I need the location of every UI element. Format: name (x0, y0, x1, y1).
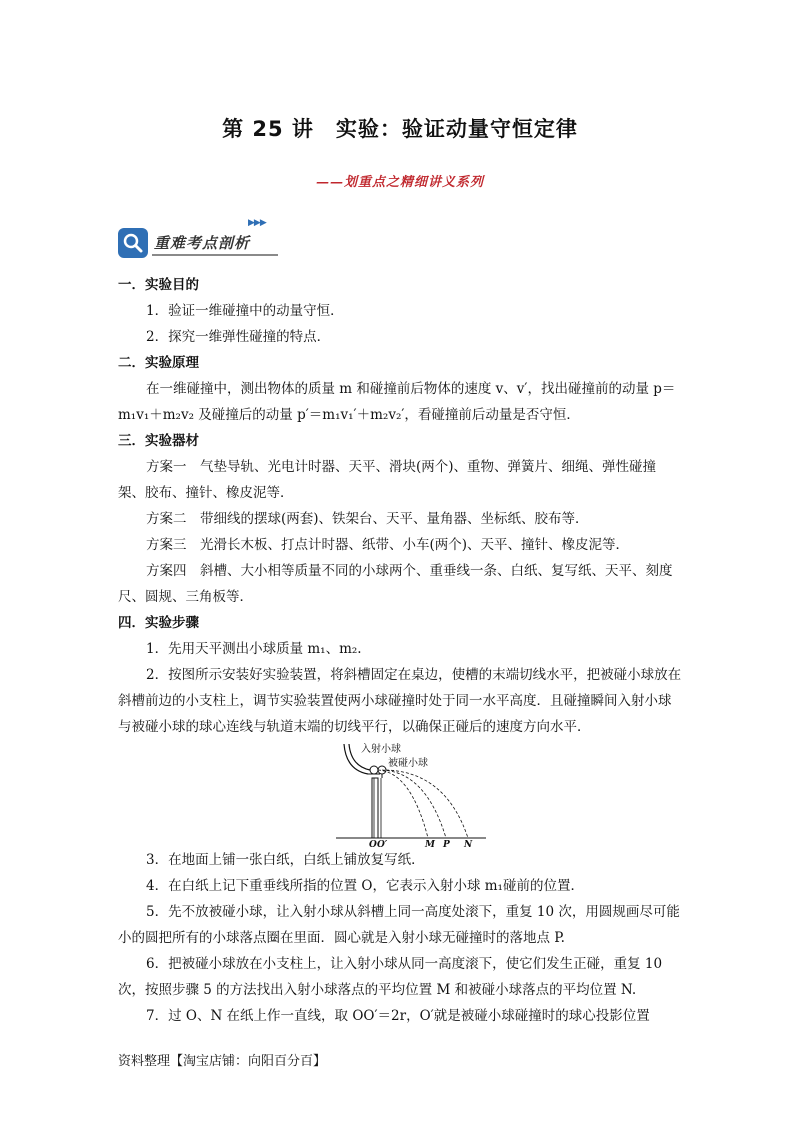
paragraph: 方案三 光滑长木板、打点计时器、纸带、小车(两个)、天平、撞针、橡皮泥等． (146, 537, 630, 553)
section-heading: 二．实验原理 (118, 355, 199, 371)
section-heading: 一．实验目的 (118, 277, 199, 293)
magnifier-icon (118, 228, 148, 258)
document-body (118, 272, 683, 1029)
point-o-prime: O′ (377, 840, 388, 847)
paragraph: 2．按图所示安装好实验装置，将斜槽固定在桌边，使槽的末端切线水平，把被碰小球放在斜槽前边的小支柱上，调节实验装置使两小球碰撞时处于同一水平高度．且碰撞瞬间入射小球与被碰小球的球心连线与轨道末端的切线平行，以确保正碰后的速度方向水平． (118, 667, 682, 735)
point-o: O (369, 840, 377, 847)
label-incident-ball: 入射小球 (361, 744, 401, 755)
paragraph: 在一维碰撞中，测出物体的质量 m 和碰撞前后物体的速度 v、v′，找出碰撞前的动量 p＝m₁v₁＋m₂v₂ 及碰撞后的动量 p′＝m₁v₁′＋m₂v₂′，看碰撞前后动量是否守恒． (118, 381, 676, 423)
paragraph: 方案四 斜槽、大小相等质量不同的小球两个、重垂线一条、白纸、复写纸、天平、刻度尺、圆规、三角板等． (118, 563, 673, 605)
paragraph: 1．先用天平测出小球质量 m₁、m₂. (146, 641, 362, 657)
arrows-icon: ▶▶▶ (248, 218, 266, 228)
paragraph: 3．在地面上铺一张白纸，白纸上铺放复写纸． (146, 852, 425, 868)
page-title: 第 25 讲 实验：验证动量守恒定律 (222, 117, 578, 141)
section-heading: 四．实验步骤 (118, 615, 199, 631)
section-banner (118, 218, 278, 258)
point-p: P (443, 840, 450, 847)
paragraph: 方案二 带细线的摆球(两套)、铁架台、天平、量角器、坐标纸、胶布等． (146, 511, 589, 527)
paragraph: 4．在白纸上记下重垂线所指的位置 O，它表示入射小球 m₁碰前的位置． (146, 878, 584, 894)
page-subtitle: ——划重点之精细讲义系列 (315, 175, 484, 190)
paragraph: 6．把被碰小球放在小支柱上，让入射小球从同一高度滚下，使它们发生正碰，重复 10次，按照步骤 5 的方法找出入射小球落点的平均位置 M 和被碰小球落点的平均位置 N. (118, 956, 663, 998)
label-target-ball: 被碰小球 (388, 758, 428, 769)
paragraph: 1．验证一维碰撞中的动量守恒． (146, 303, 344, 319)
point-n: N (464, 840, 473, 847)
section-heading: 三．实验器材 (118, 433, 199, 449)
apparatus-diagram (336, 742, 486, 847)
paragraph: 2．探究一维弹性碰撞的特点． (146, 329, 331, 345)
paragraph: 5．先不放被碰小球，让入射小球从斜槽上同一高度处滚下，重复 10 次，用圆规画尽可能小的圆把所有的小球落点圈在里面．圆心就是入射小球无碰撞时的落地点 P. (118, 904, 680, 946)
paragraph: 方案一 气垫导轨、光电计时器、天平、滑块(两个)、重物、弹簧片、细绳、弹性碰撞架、胶布、撞针、橡皮泥等． (118, 459, 657, 501)
paragraph: 7．过 O、N 在纸上作一直线，取 OO′＝2r，O′就是被碰小球碰撞时的球心投影位置 (146, 1008, 650, 1024)
point-m: M (425, 840, 435, 847)
page-footer: 资料整理【淘宝店铺：向阳百分百】 (118, 1054, 327, 1069)
banner-label: 重难考点剖析 (154, 234, 251, 252)
